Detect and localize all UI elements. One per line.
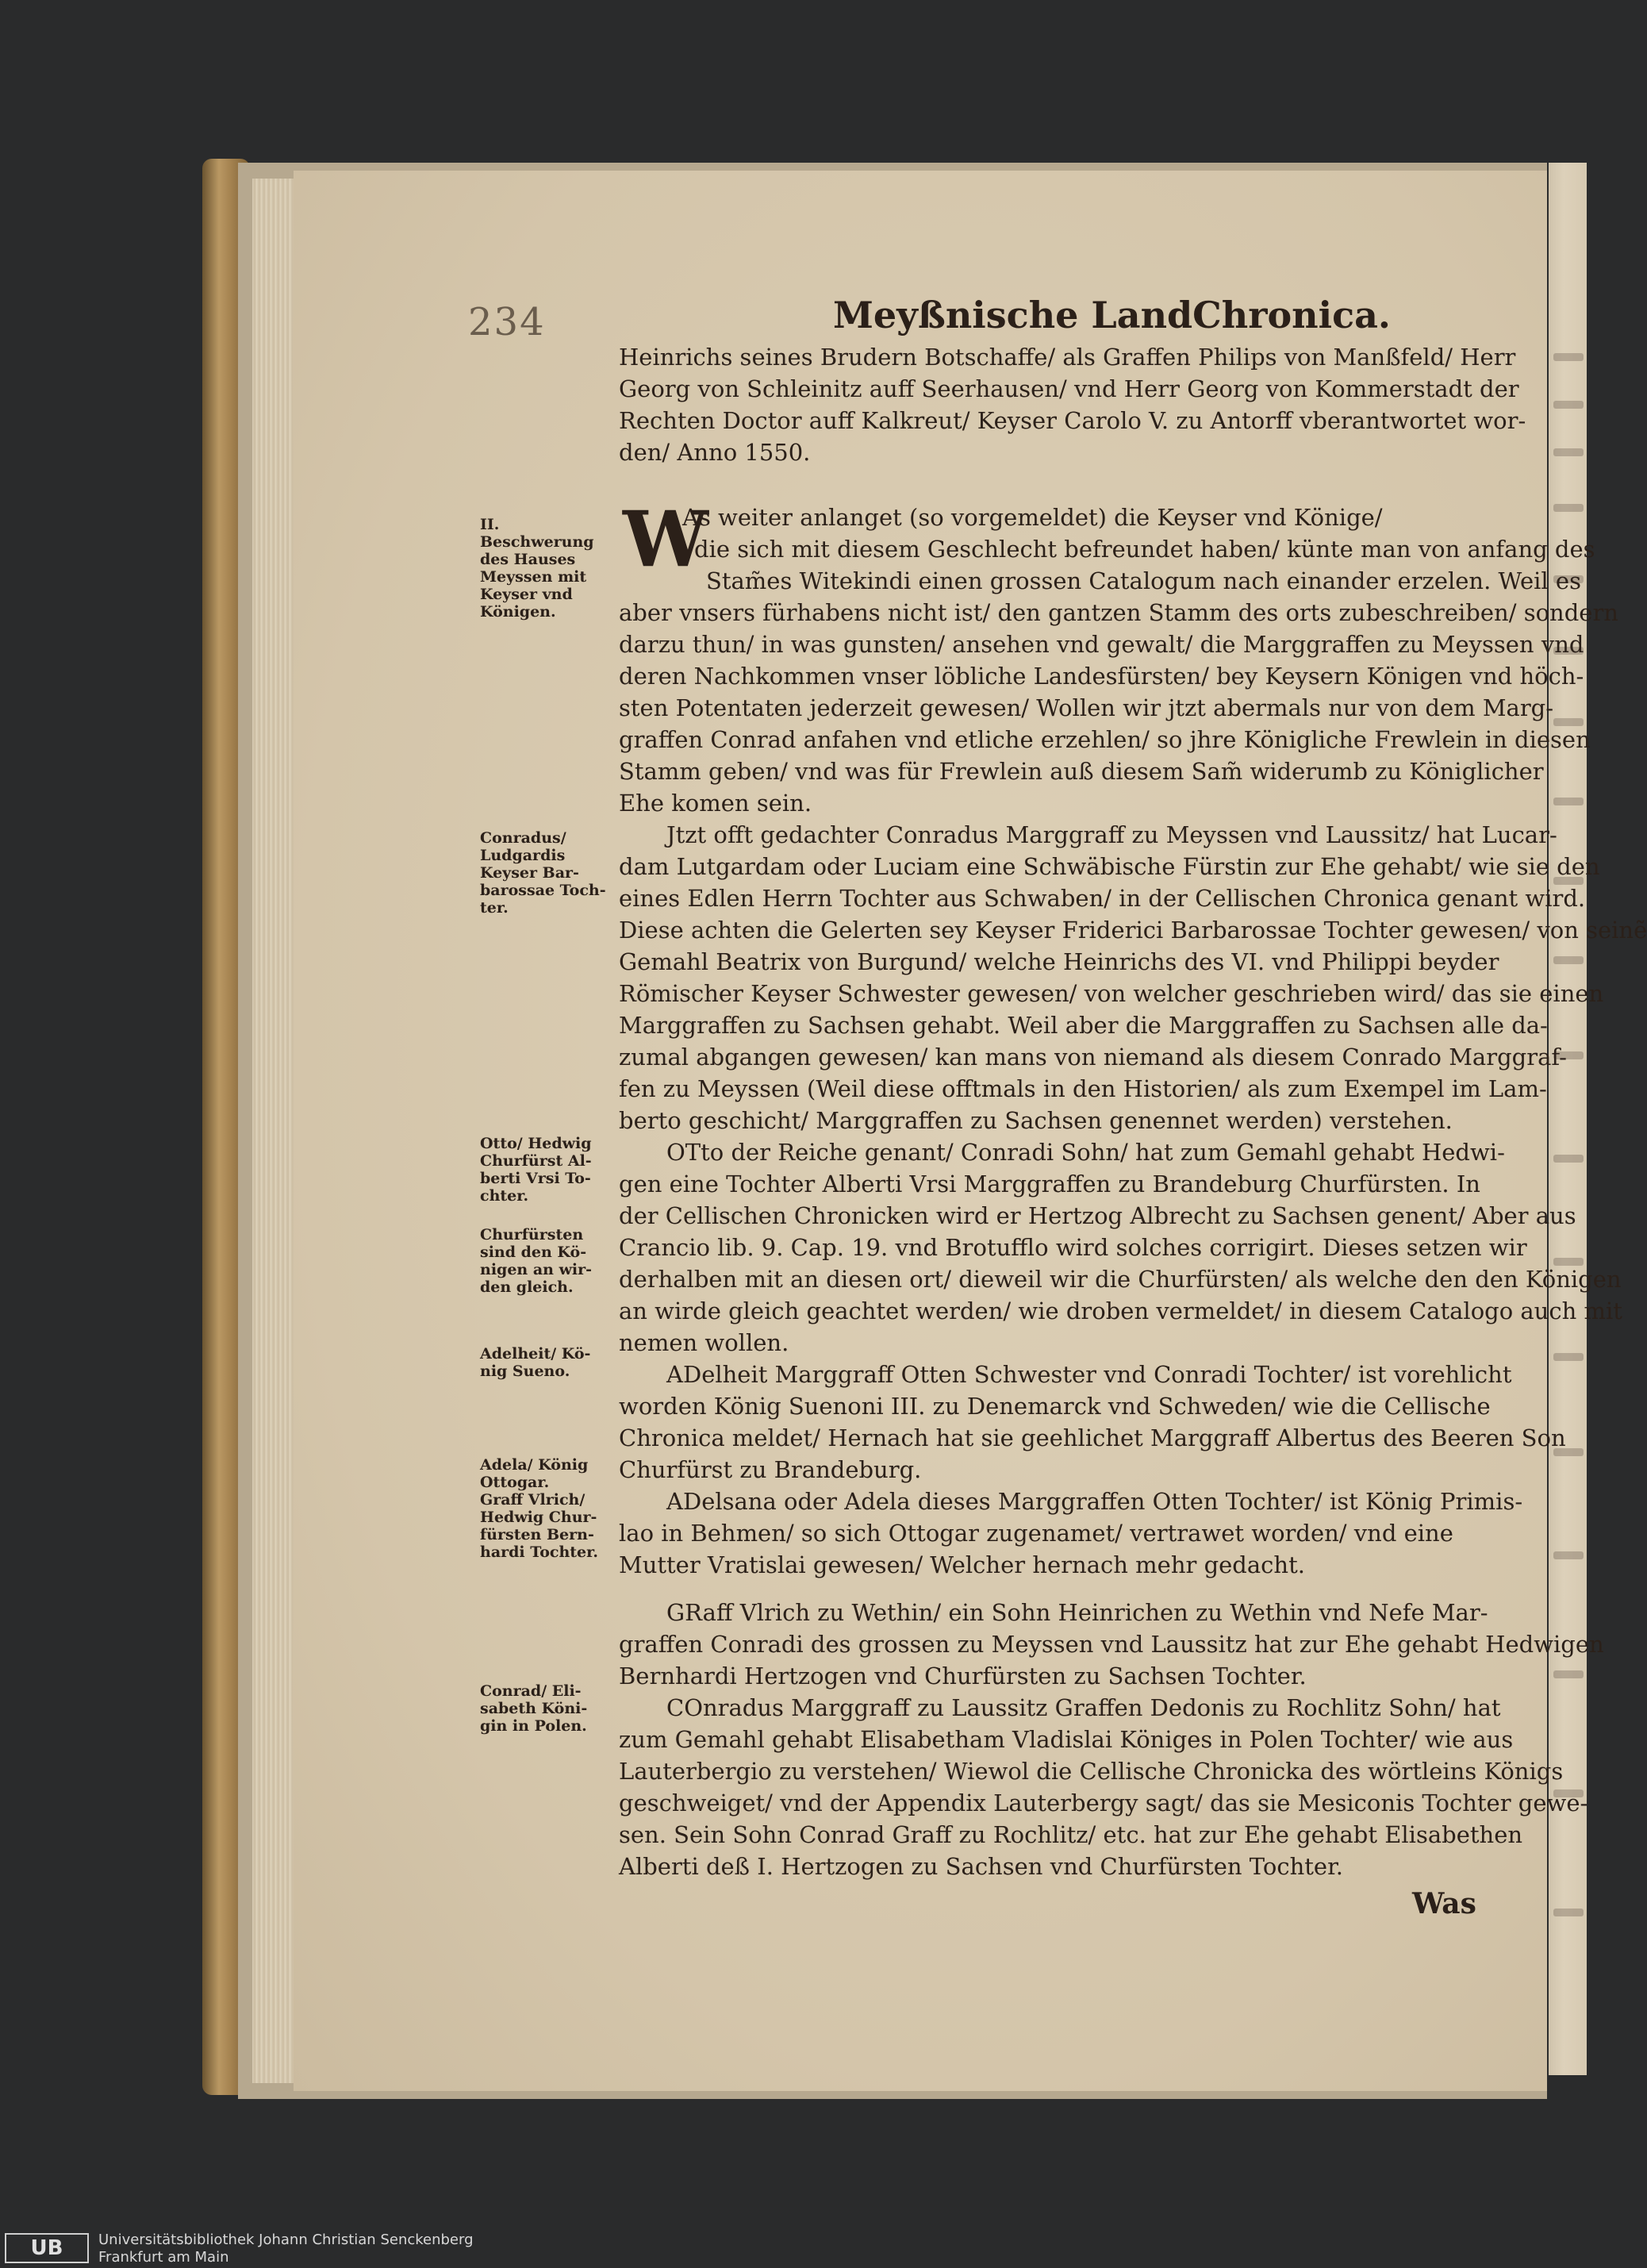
text-line: Gemahl Beatrix von Burgund/ welche Heinrichs des VI. vnd Philippi beyder: [619, 948, 1499, 975]
text-line: Marggraffen zu Sachsen gehabt. Weil aber die Marggraffen zu Sachsen alle da-: [619, 1012, 1548, 1039]
text-line: deren Nachkommen vnser löbliche Landesfürsten/ bey Keysern Königen vnd höch-: [619, 663, 1584, 690]
text-line: den/ Anno 1550.: [619, 439, 811, 466]
text-line: fen zu Meyssen (Weil diese offtmals in den Historien/ als zum Exempel im Lam-: [619, 1075, 1547, 1102]
margin-note-line: Graff Vlrich/: [480, 1491, 585, 1509]
margin-note-line: Adelheit/ Kö-: [480, 1345, 591, 1363]
text-line: Rechten Doctor auff Kalkreut/ Keyser Carolo V. zu Antorff vberantwortet wor-: [619, 407, 1526, 434]
text-line: Bernhardi Hertzogen vnd Churfürsten zu Sachsen Tochter.: [619, 1663, 1307, 1689]
text-line: geschweiget/ vnd der Appendix Lauterbergy sagt/ das sie Mesiconis Tochter gewe-: [619, 1789, 1588, 1816]
text-line: sten Potentaten jederzeit gewesen/ Wollen wir jtzt abermals nur von dem Marg-: [619, 694, 1554, 721]
text-line: Römischer Keyser Schwester gewesen/ von welcher geschrieben wird/ das sie einen: [619, 980, 1604, 1007]
margin-note-line: ter.: [480, 899, 509, 917]
text-line: Chronica meldet/ Hernach hat sie geehlichet Marggraff Albertus des Beeren Son: [619, 1424, 1566, 1451]
margin-note-line: Ludgardis: [480, 847, 566, 864]
running-head: Meyßnische LandChronica.: [833, 294, 1391, 336]
margin-note: [480, 1682, 615, 1735]
text-line: die sich mit diesem Geschlecht befreundet haben/ künte man von anfang des: [694, 536, 1595, 563]
margin-note-line: Churfürst Al-: [480, 1152, 592, 1170]
text-line: sen. Sein Sohn Conrad Graff zu Rochlitz/ etc. hat zur Ehe gehabt Elisabethen: [619, 1821, 1523, 1848]
margin-note: [480, 1345, 615, 1380]
text-line: worden König Suenoni III. zu Denemarck vnd Schweden/ wie die Cellische: [619, 1393, 1491, 1420]
text-line: derhalben mit an diesen ort/ dieweil wir die Churfürsten/ als welche den den Königen: [619, 1266, 1622, 1293]
text-line: Stam̃es Witekindi einen grossen Catalogum nach einander erzelen. Weil es: [706, 567, 1581, 594]
text-line: GRaff Vlrich zu Wethin/ ein Sohn Heinrichen zu Wethin vnd Nefe Mar-: [666, 1599, 1488, 1626]
margin-note-line: Churfürsten: [480, 1226, 584, 1244]
margin-note-line: Conradus/: [480, 829, 566, 847]
page-number: 234: [468, 300, 546, 344]
catchword: Was: [1412, 1887, 1476, 1920]
text-line: nemen wollen.: [619, 1329, 789, 1356]
margin-note-line: nigen an wir-: [480, 1261, 593, 1278]
library-logo: UB: [5, 2233, 89, 2263]
margin-note-line: II.: [480, 516, 500, 533]
margin-note-line: Ottogar.: [480, 1474, 550, 1491]
text-line: Jtzt offt gedachter Conradus Marggraff zu Meyssen vnd Laussitz/ hat Lucar-: [666, 821, 1557, 848]
text-line: Ehe komen sein.: [619, 790, 812, 817]
margin-note-line: sabeth Köni-: [480, 1700, 588, 1717]
text-line: Churfürst zu Brandeburg.: [619, 1456, 922, 1483]
text-line: Crancio lib. 9. Cap. 19. vnd Brotufflo wird solches corrigirt. Dieses setzen wir: [619, 1234, 1527, 1261]
text-line: dam Lutgardam oder Luciam eine Schwäbische Fürstin zur Ehe gehabt/ wie sie den: [619, 853, 1600, 880]
margin-note-line: Königen.: [480, 603, 556, 621]
margin-note-line: Beschwerung: [480, 533, 594, 551]
text-line: zum Gemahl gehabt Elisabetham Vladislai Königes in Polen Tochter/ wie aus: [619, 1726, 1514, 1753]
text-line: graffen Conradi des grossen zu Meyssen vnd Laussitz hat zur Ehe gehabt Hedwigen: [619, 1631, 1604, 1658]
text-line: an wirde gleich geachtet werden/ wie droben vermeldet/ in diesem Catalogo auch mit: [619, 1297, 1622, 1324]
margin-note-line: Keyser Bar-: [480, 864, 579, 882]
margin-note-line: gin in Polen.: [480, 1717, 587, 1735]
text-line: aber vnsers fürhabens nicht ist/ den gantzen Stamm des orts zubeschreiben/ sondern: [619, 599, 1618, 626]
text-line: graffen Conrad anfahen vnd etliche erzehlen/ so jhre Königliche Frewlein in diesen: [619, 726, 1591, 753]
margin-note-line: chter.: [480, 1187, 529, 1205]
margin-note-line: sind den Kö-: [480, 1244, 587, 1261]
text-line: As weiter anlanget (so vorgemeldet) die Keyser vnd Könige/: [682, 504, 1383, 531]
text-line: Lauterbergio zu verstehen/ Wiewol die Cellische Chronicka des wörtleins Königs: [619, 1758, 1564, 1785]
library-name: [98, 2231, 474, 2266]
text-line: Georg von Schleinitz auff Seerhausen/ vnd Herr Georg von Kommerstadt der: [619, 375, 1519, 402]
margin-note: [480, 516, 615, 621]
text-line: lao in Behmen/ so sich Ottogar zugenamet/ vertrawet worden/ vnd eine: [619, 1520, 1453, 1547]
text-line: ADelsana oder Adela dieses Marggraffen Otten Tochter/ ist König Primis-: [666, 1488, 1523, 1515]
margin-note-line: den gleich.: [480, 1278, 574, 1296]
text-line: gen eine Tochter Alberti Vrsi Marggraffen zu Brandeburg Churfürsten. In: [619, 1171, 1480, 1197]
margin-note-line: des Hauses: [480, 551, 576, 568]
margin-note: [480, 829, 615, 917]
text-line: Mutter Vratislai gewesen/ Welcher hernach mehr gedacht.: [619, 1551, 1305, 1578]
margin-note: [480, 1456, 615, 1561]
margin-note-line: Hedwig Chur-: [480, 1509, 597, 1526]
margin-note-line: nig Sueno.: [480, 1363, 570, 1380]
text-line: Stamm geben/ vnd was für Frewlein auß diesem Sam̃ widerumb zu Königlicher: [619, 758, 1544, 785]
text-line: darzu thun/ in was gunsten/ ansehen vnd gewalt/ die Marggraffen zu Meyssen vnd: [619, 631, 1584, 658]
text-line: der Cellischen Chronicken wird er Hertzog Albrecht zu Sachsen genent/ Aber aus: [619, 1202, 1576, 1229]
margin-note-line: fürsten Bern-: [480, 1526, 594, 1543]
text-line: OTto der Reiche genant/ Conradi Sohn/ hat zum Gemahl gehabt Hedwi-: [666, 1139, 1505, 1166]
text-line: berto geschicht/ Marggraffen zu Sachsen genennet werden) verstehen.: [619, 1107, 1453, 1134]
margin-note-line: Adela/ König: [480, 1456, 589, 1474]
margin-note: [480, 1226, 615, 1296]
text-line: eines Edlen Herrn Tochter aus Schwaben/ in der Cellischen Chronica genant wird.: [619, 885, 1586, 912]
text-line: COnradus Marggraff zu Laussitz Graffen Dedonis zu Rochlitz Sohn/ hat: [666, 1694, 1501, 1721]
margin-note-line: Meyssen mit: [480, 568, 587, 586]
margin-note-line: Keyser vnd: [480, 586, 573, 603]
text-line: zumal abgangen gewesen/ kan mans von niemand als diesem Conrado Marggraf-: [619, 1044, 1567, 1071]
drop-cap: W: [623, 494, 708, 584]
margin-note: [480, 1135, 615, 1205]
text-line: Alberti deß I. Hertzogen zu Sachsen vnd Churfürsten Tochter.: [619, 1853, 1343, 1880]
library-name-line2: Frankfurt am Main: [98, 2249, 229, 2266]
margin-note-line: Conrad/ Eli-: [480, 1682, 582, 1700]
margin-note-line: berti Vrsi To-: [480, 1170, 591, 1187]
margin-note-line: hardi Tochter.: [480, 1543, 599, 1561]
margin-note-line: barossae Toch-: [480, 882, 606, 899]
text-line: Heinrichs seines Brudern Botschaffe/ als Graffen Philips von Manßfeld/ Herr: [619, 344, 1516, 371]
text-line: ADelheit Marggraff Otten Schwester vnd Conradi Tochter/ ist vorehlicht: [666, 1361, 1512, 1388]
margin-note-line: Otto/ Hedwig: [480, 1135, 592, 1152]
library-name-line1: Universitätsbibliothek Johann Christian Senckenberg: [98, 2231, 474, 2248]
text-line: Diese achten die Gelerten sey Keyser Friderici Barbarossae Tochter gewesen/ von seinẽ: [619, 917, 1647, 944]
